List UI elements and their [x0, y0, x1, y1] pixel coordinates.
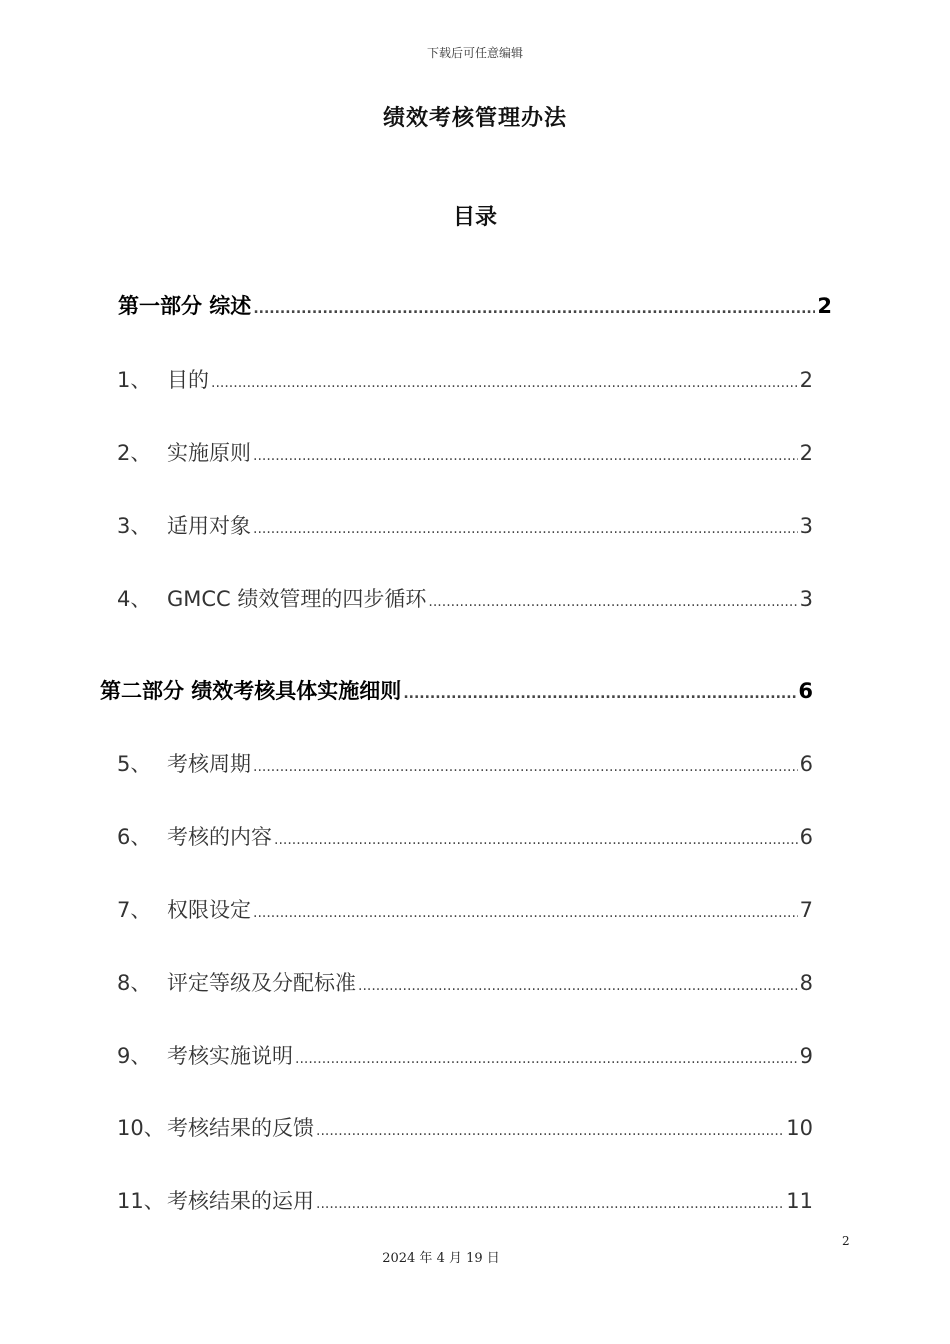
- toc-entry-label: GMCC 绩效管理的四步循环: [167, 587, 427, 611]
- toc-entry-3[interactable]: [117, 510, 813, 540]
- toc-leader-dots: [253, 898, 798, 922]
- toc-entry-page: 3: [799, 514, 813, 538]
- toc-leader-dots: [428, 587, 797, 611]
- document-title: 绩效考核管理办法: [382, 106, 567, 131]
- toc-entry-number: 4、: [117, 587, 152, 611]
- toc-entry-number: 10、: [117, 1116, 165, 1140]
- page-header: 下载后可任意编辑: [426, 46, 523, 60]
- toc-entry-label: 考核结果的反馈: [167, 1116, 314, 1140]
- toc-entry-part-1[interactable]: [118, 290, 832, 320]
- toc-leader-dots: [358, 971, 798, 995]
- toc-entry-label: 评定等级及分配标准: [167, 971, 356, 995]
- toc-entry-page: 3: [799, 587, 813, 611]
- toc-entry-number: 5、: [117, 752, 152, 776]
- toc-entry-page: 2: [799, 368, 813, 392]
- toc-entry-label: 第一部分 综述: [118, 294, 252, 318]
- toc-entry-6[interactable]: [117, 821, 813, 851]
- toc-entry-label: 权限设定: [167, 898, 251, 922]
- toc-entry-label: 实施原则: [167, 441, 251, 465]
- toc-entry-number: 2、: [117, 441, 152, 465]
- toc-leader-dots: [316, 1116, 784, 1140]
- toc-entry-1[interactable]: [117, 364, 813, 394]
- toc-entry-number: 11、: [117, 1189, 165, 1213]
- toc-entry-11[interactable]: [117, 1185, 813, 1215]
- toc-leader-dots: [211, 368, 798, 392]
- page-footer-date: 2024 年 4 月 19 日: [382, 1251, 500, 1266]
- toc-entry-page: 2: [799, 441, 813, 465]
- toc-entry-label: 第二部分 绩效考核具体实施细则: [100, 679, 402, 703]
- toc-leader-dots: [274, 825, 798, 849]
- toc-entry-page: 7: [799, 898, 813, 922]
- toc-entry-part-2[interactable]: [100, 675, 813, 705]
- toc-leader-dots: [253, 294, 815, 318]
- toc-entry-page: 8: [799, 971, 813, 995]
- toc-entry-label: 考核实施说明: [167, 1044, 293, 1068]
- toc-leader-dots: [253, 752, 798, 776]
- toc-entry-number: 3、: [117, 514, 152, 538]
- toc-entry-7[interactable]: [117, 894, 813, 924]
- toc-heading: 目录: [452, 205, 497, 230]
- toc-entry-label: 适用对象: [167, 514, 251, 538]
- page-number: 2: [842, 1234, 850, 1248]
- toc-entry-number: 1、: [117, 368, 152, 392]
- toc-leader-dots: [253, 514, 798, 538]
- toc-entry-label: 考核结果的运用: [167, 1189, 314, 1213]
- toc-leader-dots: [403, 679, 796, 703]
- toc-entry-page: 6: [798, 679, 813, 703]
- toc-entry-page: 10: [786, 1116, 813, 1140]
- toc-entry-label: 考核的内容: [167, 825, 272, 849]
- toc-entry-page: 11: [786, 1189, 813, 1213]
- toc-leader-dots: [295, 1044, 798, 1068]
- toc-entry-label: 目的: [167, 368, 209, 392]
- toc-entry-10[interactable]: [117, 1112, 813, 1142]
- toc-entry-2[interactable]: [117, 437, 813, 467]
- toc-leader-dots: [253, 441, 798, 465]
- toc-entry-number: 8、: [117, 971, 152, 995]
- toc-entry-page: 9: [799, 1044, 813, 1068]
- toc-entry-number: 7、: [117, 898, 152, 922]
- toc-leader-dots: [316, 1189, 784, 1213]
- toc-entry-number: 9、: [117, 1044, 152, 1068]
- toc-entry-page: 2: [817, 294, 832, 318]
- toc-entry-8[interactable]: [117, 967, 813, 997]
- toc-entry-5[interactable]: [117, 748, 813, 778]
- toc-entry-page: 6: [799, 752, 813, 776]
- toc-entry-4[interactable]: [117, 583, 813, 613]
- toc-entry-label: 考核周期: [167, 752, 251, 776]
- toc-entry-page: 6: [799, 825, 813, 849]
- toc-entry-9[interactable]: [117, 1040, 813, 1070]
- toc-entry-number: 6、: [117, 825, 152, 849]
